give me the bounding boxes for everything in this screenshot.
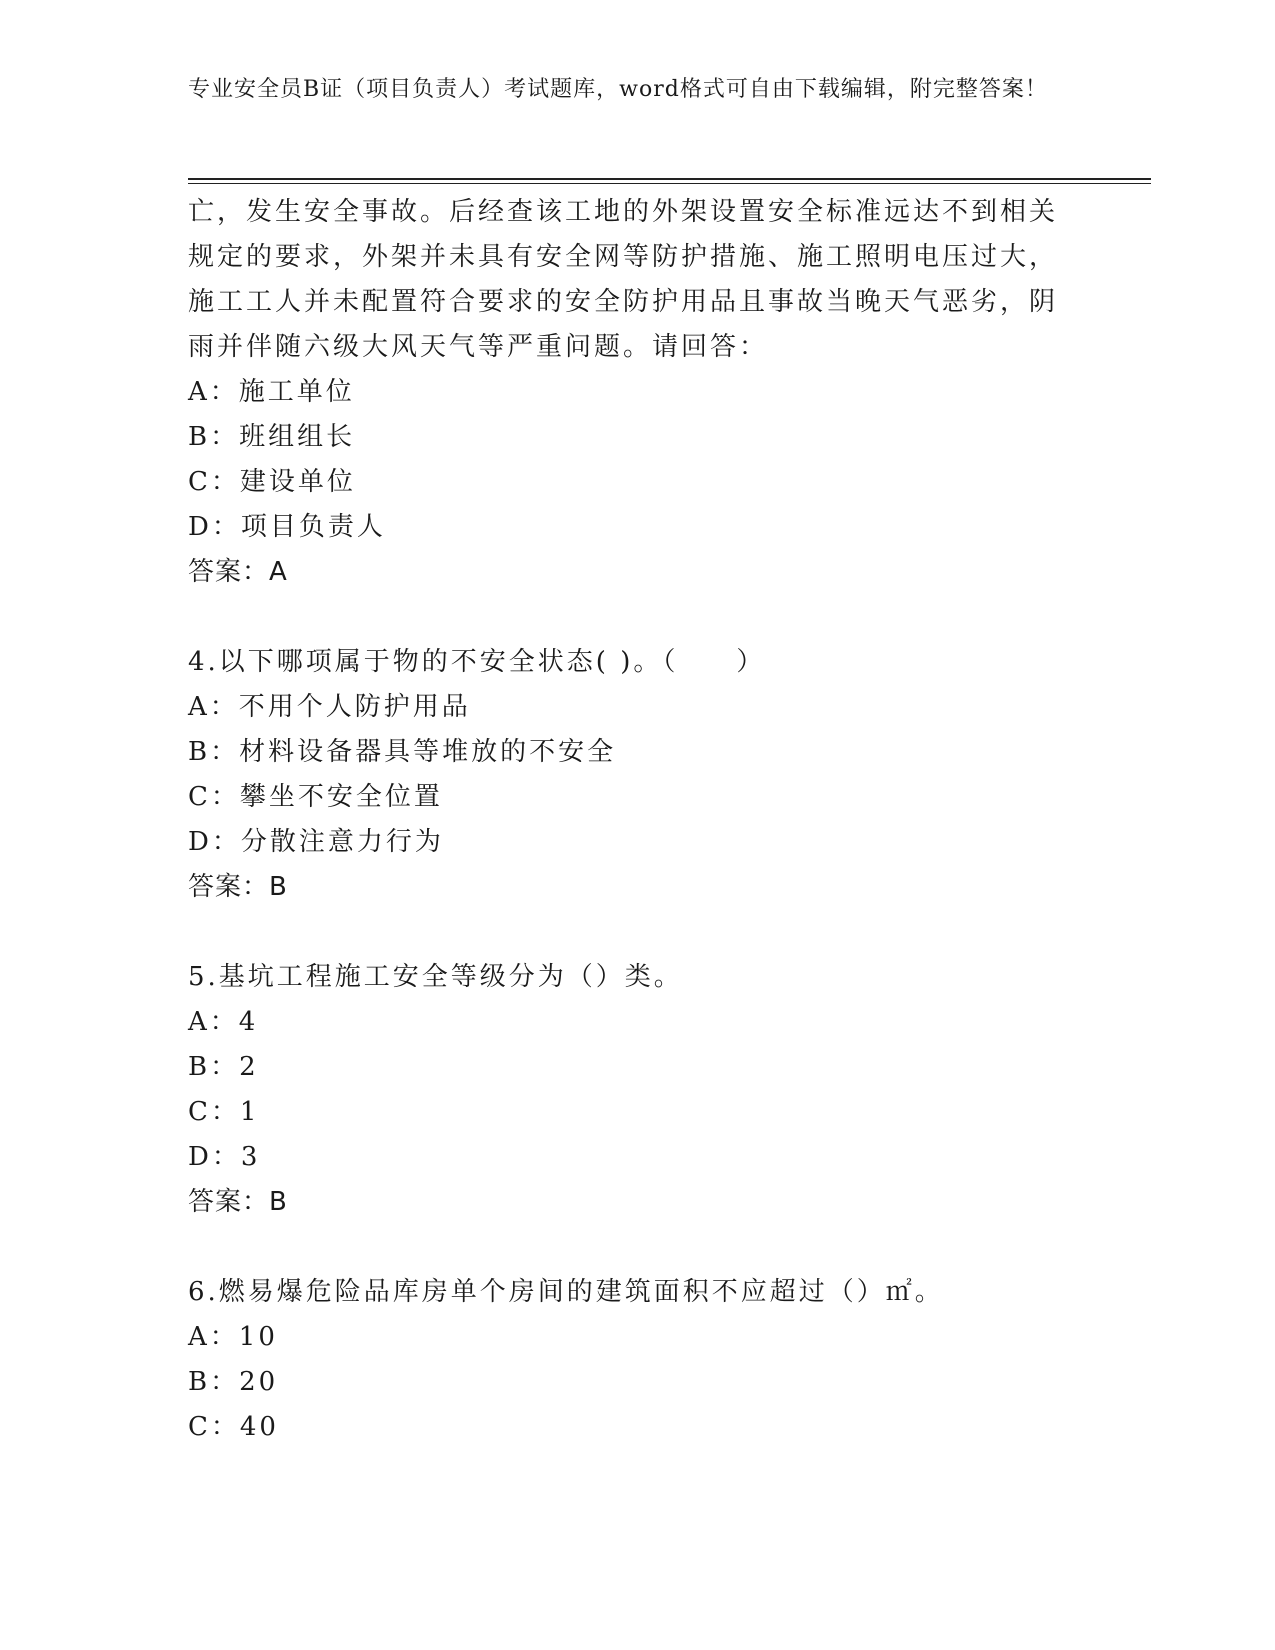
question-5-stem: 5.基坑工程施工安全等级分为（）类。 [188, 962, 683, 992]
question-content [188, 190, 1068, 1450]
question-5-option-a: A：4 [188, 1007, 259, 1037]
question-5-option-b: B：2 [188, 1052, 259, 1082]
header-rule-thick [188, 178, 1151, 180]
question-3-option-b: B：班组组长 [188, 422, 356, 452]
document-header: 专业安全员B证（项目负责人）考试题库，word格式可自由下载编辑，附完整答案！ [188, 77, 1048, 102]
question-4-option-d: D：分散注意力行为 [188, 827, 444, 857]
question-5-option-c: C：1 [188, 1097, 260, 1127]
question-3-option-d: D：项目负责人 [188, 512, 386, 542]
question-4-answer: 答案：B [188, 872, 288, 902]
question-6-option-a: A：10 [188, 1322, 278, 1352]
spacer [188, 595, 1068, 640]
question-3-option-c: C：建设单位 [188, 467, 356, 497]
question-6-option-c: C：40 [188, 1412, 279, 1442]
question-6-stem: 6.燃易爆危险品库房单个房间的建筑面积不应超过（）㎡。 [188, 1277, 944, 1307]
question-3-option-a: A：施工单位 [188, 377, 355, 407]
question-5-option-d: D：3 [188, 1142, 261, 1172]
question-4-option-a: A：不用个人防护用品 [188, 692, 471, 722]
question-4-option-c: C：攀坐不安全位置 [188, 782, 443, 812]
spacer [188, 1225, 1068, 1270]
question-4-stem: 4.以下哪项属于物的不安全状态( )。（ ） [188, 647, 766, 677]
spacer [188, 910, 1068, 955]
question-3-answer: 答案：A [188, 557, 288, 587]
header-rule-thin [188, 183, 1151, 184]
question-4-option-b: B：材料设备器具等堆放的不安全 [188, 737, 617, 767]
question-5-answer: 答案：B [188, 1187, 288, 1217]
question-6-option-b: B：20 [188, 1367, 279, 1397]
question-3-stem: 亡，发生安全事故。后经查该工地的外架设置安全标准远达不到相关规定的要求，外架并未具有安全网等防护措施、施工照明电压过大，施工工人并未配置符合要求的安全防护用品且事故当晚天气恶劣，阴雨并伴随六级大风天气等严重问题。请回答： [188, 197, 1059, 362]
